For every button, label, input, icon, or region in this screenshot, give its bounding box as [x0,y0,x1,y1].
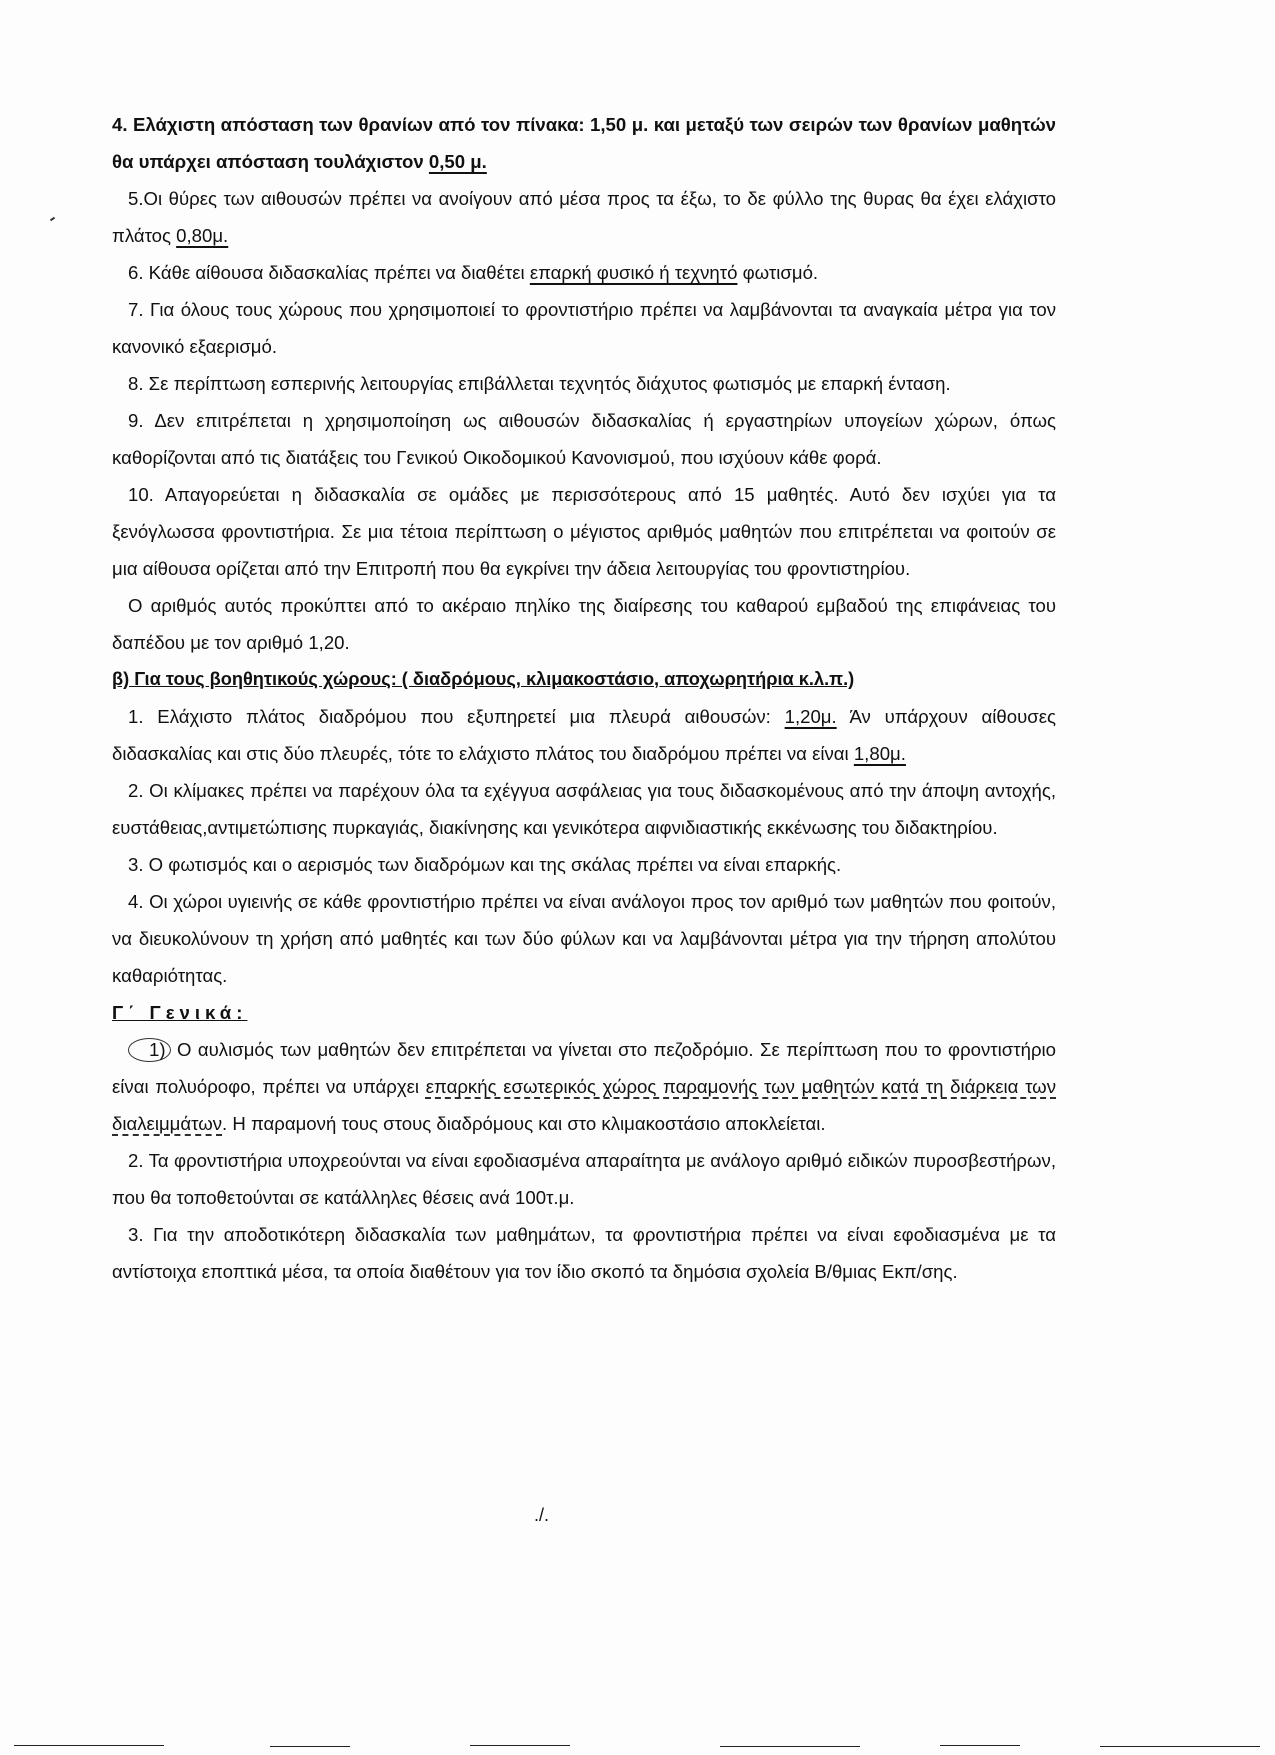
text-run: 4. Οι χώροι υγιεινής σε κάθε φροντιστήριο πρέπει να είναι ανάλογοι προς τον αριθμό των μαθητών που φοιτούν, να διευκολύνουν τη χρήση από μαθητές και των δύο φύλων και να λαμβάνονται μέτρα για την τήρηση απολύτου καθαριότητας. [112,891,1056,986]
section-b-item-2 [112,772,1056,846]
pen-underline: 0,80μ. [176,225,229,246]
continuation-marker: ./. [534,1505,550,1525]
text-run: 7. Για όλους τους χώρους που χρησιμοποιεί το φροντιστήριο πρέπει να λαμβάνονται τα αναγκαία μέτρα για τον κανονικό εξαερισμό. [112,299,1056,357]
scan-edge-lines [0,1745,1275,1749]
item-5 [112,180,1056,254]
section-b-item-3 [112,846,1056,883]
text-run: 3. Για την αποδοτικότερη διδασκαλία των μαθημάτων, τα φροντιστήρια πρέπει να είναι εφοδιασμένα με τα αντίστοιχα εποπτικά μέσα, τα οποία διαθέτουν για τον ίδιο σκοπό τα δημόσια σχολεία Β/θμιας Εκπ/σης. [112,1224,1056,1282]
text-run: 1. Ελάχιστο πλάτος διαδρόμου που εξυπηρετεί μια πλευρά αιθουσών: [128,706,785,727]
pen-dashed-underline: επαρκής εσωτερικός χώρος παραμονής των μαθητών κατά τη διάρκεια των διαλειμμάτων [112,1076,1056,1134]
section-b-heading: β) Για τους βοηθητικούς χώρους: ( διαδρόμους, κλιμακοστάσιο, αποχωρητήρια κ.λ.π.) [112,669,855,689]
item-4 [112,106,1056,180]
pen-underline: 0,50 μ. [428,151,487,172]
text-run: 9. Δεν επιτρέπεται η χρησιμοποίηση ως αιθουσών διδασκαλίας ή εργαστηρίων υπογείων χώρων, όπως καθορίζονται από τις διατάξεις του Γενικού Οικοδομικού Κανονισμού, που ισχύουν κάθε φορά. [112,410,1056,468]
item-6 [112,254,1056,291]
text-run: Ο αυλισμός των μαθητών δεν επιτρέπεται να γίνεται στο πεζοδρόμιο. Σε περίπτωση που το φροντιστήριο είναι πολυόροφο, πρέπει να υπάρχει [112,1039,1056,1097]
text-run: 6. Κάθε αίθουσα διδασκαλίας πρέπει να διαθέτει [128,262,530,283]
pen-underline: 1,20μ. [784,706,837,727]
text-run: Ο αριθμός αυτός προκύπτει από το ακέραιο πηλίκο της διαίρεσης του καθαρού εμβαδού της επιφάνειας του δαπέδου με τον αριθμό 1,20. [112,595,1056,653]
pen-underline: επαρκή φυσικό ή τεχνητό [529,262,738,283]
section-c-item-2 [112,1142,1056,1216]
section-c-item-3 [112,1216,1056,1290]
text-run: 8. Σε περίπτωση εσπερινής λειτουργίας επιβάλλεται τεχνητός διάχυτος φωτισμός με επαρκή ένταση. [128,373,951,394]
text-run: 5.Οι θύρες των αιθουσών πρέπει να ανοίγουν από μέσα προς τα έξω, το δε φύλλο της θυρας θα έχει ελάχιστο πλάτος [112,188,1056,246]
text-run: φωτισμό. [737,262,819,283]
section-b-item-4 [112,883,1056,994]
item-8 [112,365,1056,402]
text-run: 10. Απαγορεύεται η διδασκαλία σε ομάδες με περισσότερους από 15 μαθητές. Αυτό δεν ισχύει για τα ξενόγλωσσα φροντιστήρια. Σε μια τέτοια περίπτωση ο μέγιστος αριθμός μαθητών που επιτρέπεται να φοιτούν σε μια αίθουσα ορίζεται από την Επιτροπή που θα εγκρίνει την άδεια λειτουργίας του φροντιστηρίου. [112,484,1056,579]
pen-underline: 1,80μ. [853,743,906,764]
scan-speck [50,217,55,222]
text-run: 4. Ελάχιστη απόσταση των θρανίων από τον πίνακα: 1,50 μ. και μεταξύ των σειρών των θρανίων μαθητών θα υπάρχει απόσταση τουλάχιστον [112,114,1056,172]
circled-number: 1) [128,1038,171,1062]
item-7 [112,291,1056,365]
item-10 [112,476,1056,587]
item-10-note [112,587,1056,661]
text-run: . Η παραμονή τους στους διαδρόμους και στο κλιμακοστάσιο αποκλείεται. [222,1113,826,1134]
text-run: 2. Τα φροντιστήρια υποχρεούνται να είναι εφοδιασμένα απαραίτητα με ανάλογο αριθμό ειδικών πυροσβεστήρων, που θα τοποθετούνται σε κατάλληλες θέσεις ανά 100τ.μ. [112,1150,1056,1208]
section-b-item-1 [112,698,1056,772]
section-c-heading: Γ΄ Γενικά: [112,1002,248,1023]
section-c-item-1 [112,1031,1056,1142]
item-9 [112,402,1056,476]
text-run: Άν υπάρχουν αίθουσες διδασκαλίας και στις δύο πλευρές, τότε το ελάχιστο πλάτος του διαδρόμου πρέπει να είναι [112,706,1056,764]
document-body [112,106,1056,1290]
text-run: 2. Οι κλίμακες πρέπει να παρέχουν όλα τα εχέγγυα ασφάλειας για τους διδασκομένους από την άποψη αντοχής, ευστάθειας,αντιμετώπισης πυρκαγιάς, διακίνησης και γενικότερα αιφνιδιαστικής εκκένωσης του διδακτηρίου. [112,780,1056,838]
text-run: 3. Ο φωτισμός και ο αερισμός των διαδρόμων και της σκάλας πρέπει να είναι επαρκής. [128,854,842,875]
